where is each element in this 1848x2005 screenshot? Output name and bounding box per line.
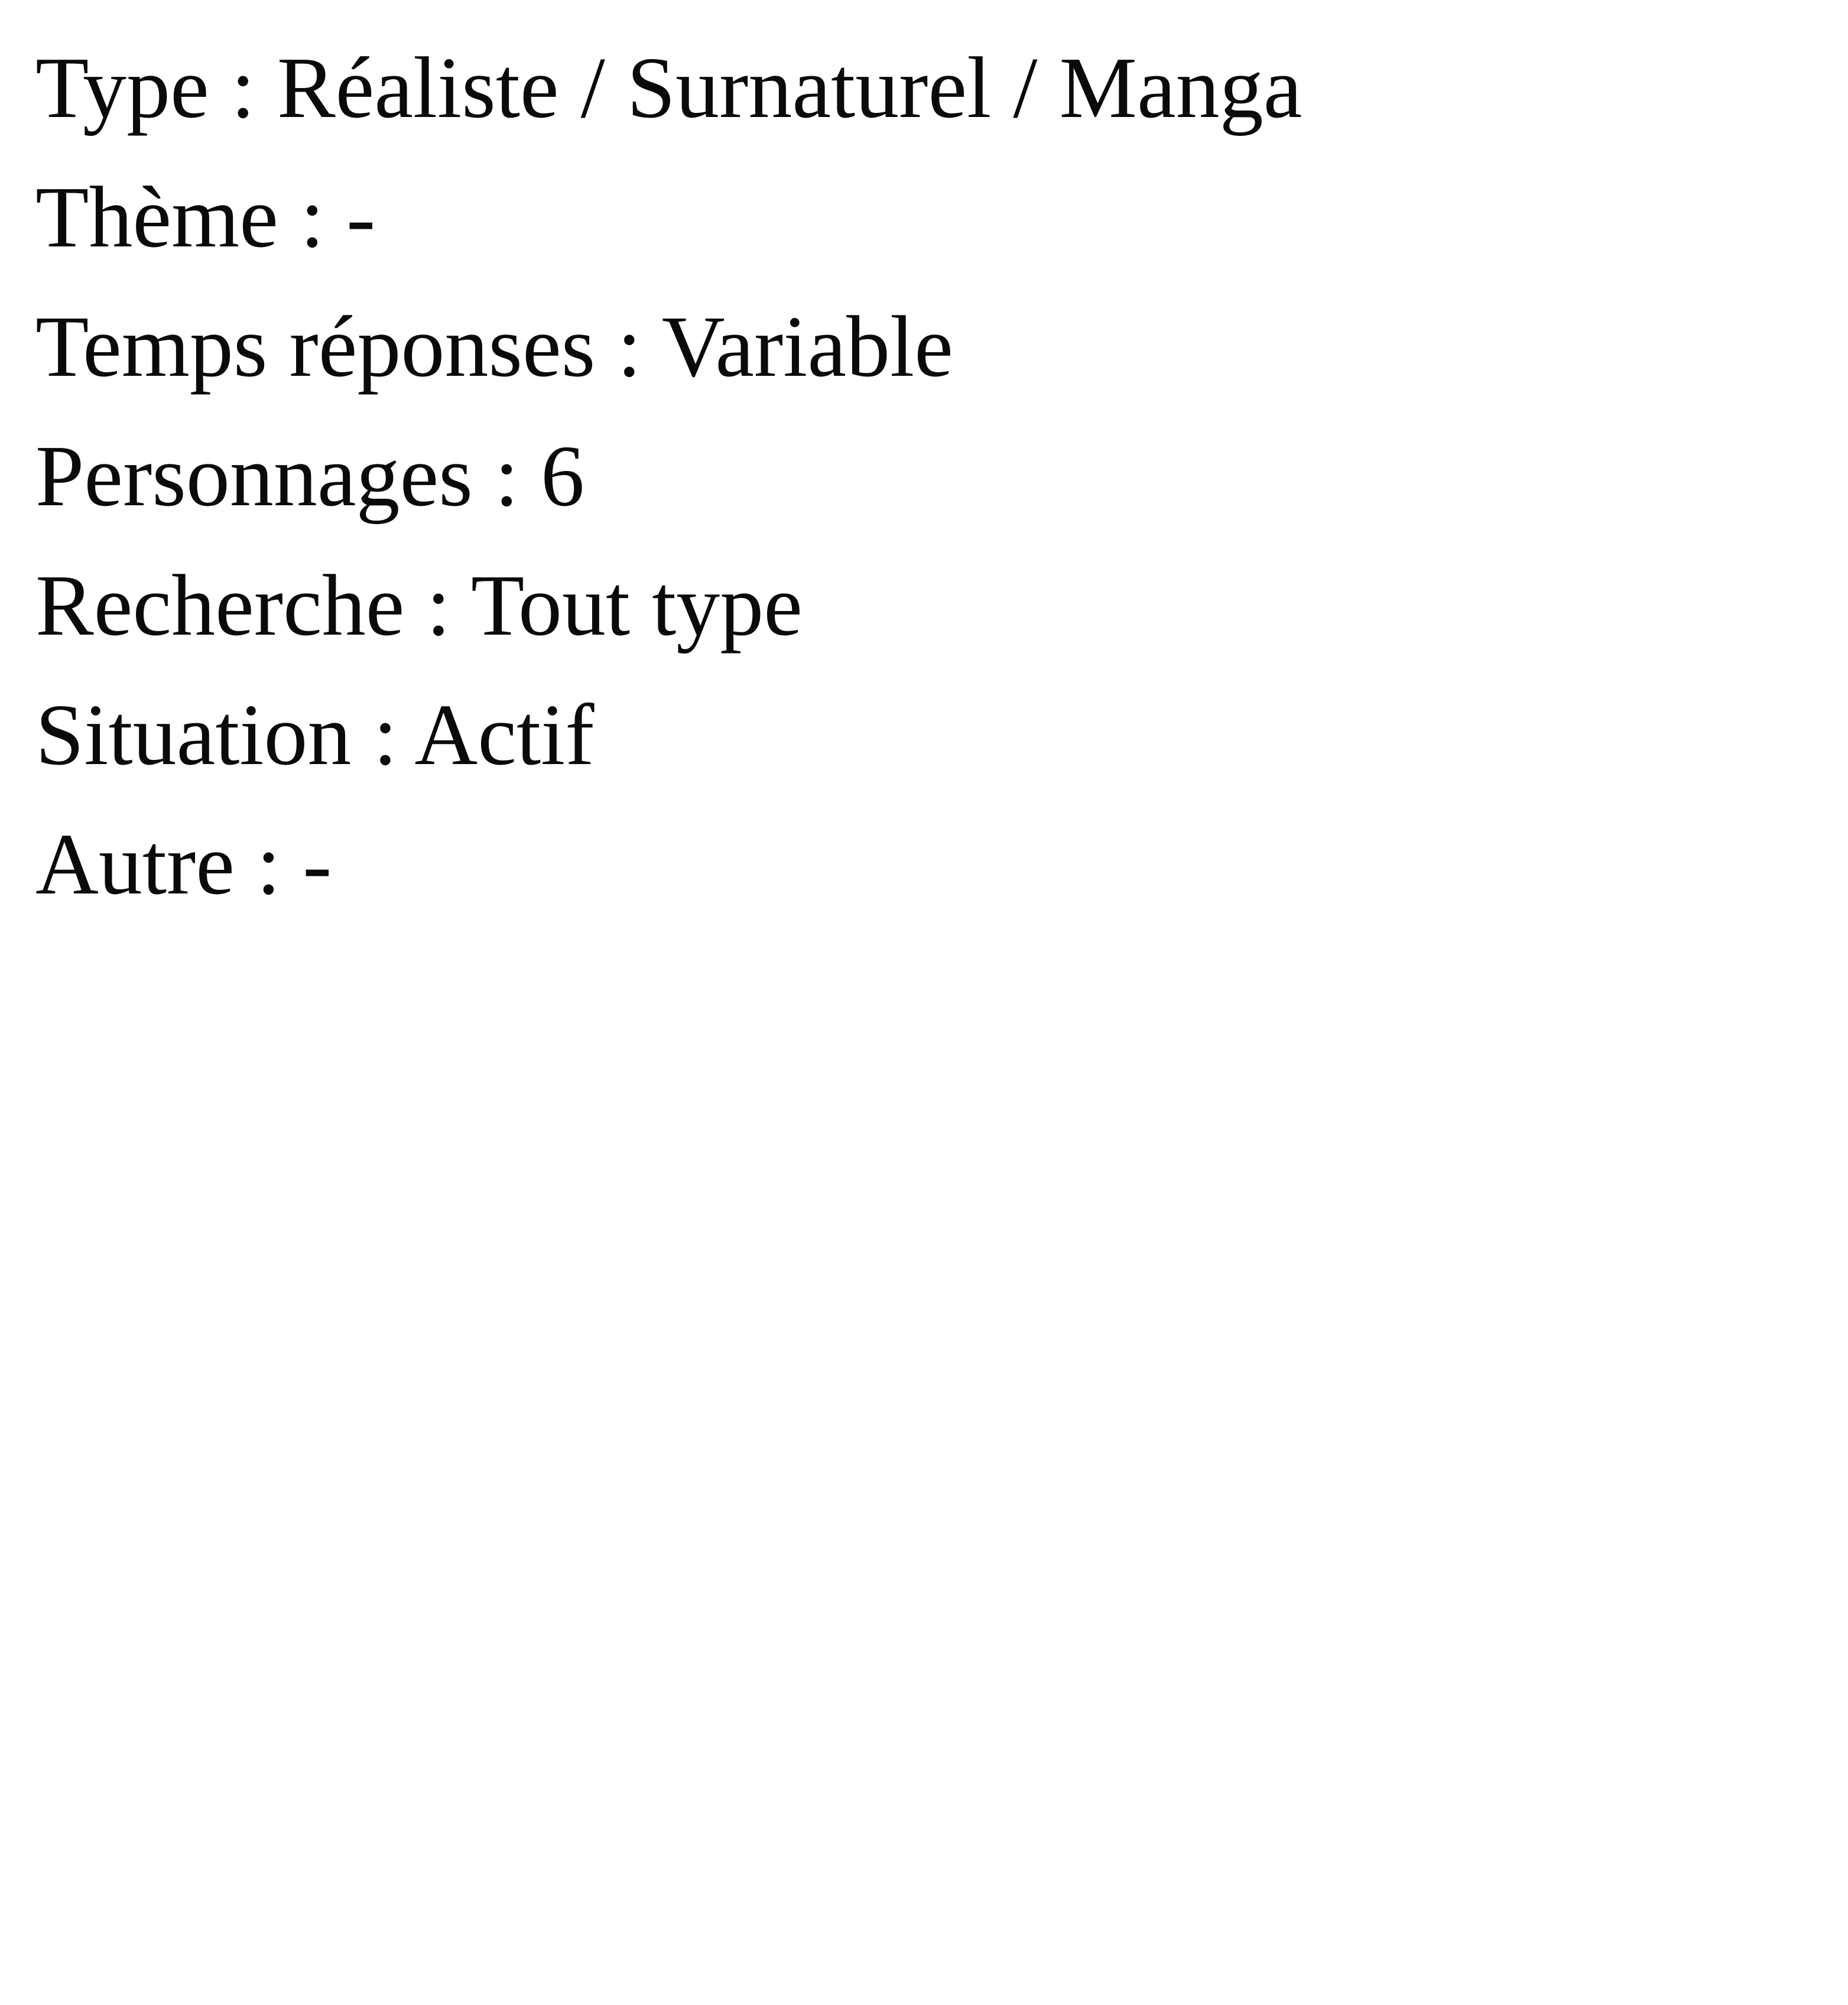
info-row-characters: [35, 412, 1813, 541]
info-label-type: Type: [35, 40, 209, 137]
info-separator: :: [300, 169, 347, 267]
info-row-other: [35, 800, 1813, 930]
info-value-response-time: Variable: [661, 298, 953, 396]
info-label-status: Situation: [35, 687, 352, 784]
info-value-theme: -: [346, 169, 376, 267]
info-value-other: -: [303, 816, 332, 914]
roleplay-info-list: [35, 24, 1813, 930]
info-separator: :: [617, 298, 662, 396]
info-value-search: Tout type: [470, 557, 803, 655]
info-separator: :: [230, 40, 277, 137]
info-label-search: Recherche: [35, 557, 405, 655]
info-label-response-time: Temps réponses: [35, 298, 596, 396]
info-separator: :: [494, 428, 541, 525]
info-separator: :: [373, 687, 415, 784]
info-label-characters: Personnages: [35, 428, 473, 525]
info-row-type: [35, 24, 1813, 153]
info-separator: :: [256, 816, 303, 914]
info-row-status: [35, 671, 1813, 800]
info-row-theme: [35, 153, 1813, 282]
info-label-theme: Thème: [35, 169, 278, 267]
info-row-search: [35, 541, 1813, 671]
info-row-response-time: [35, 282, 1813, 412]
info-label-other: Autre: [35, 816, 235, 914]
info-value-type: Réaliste / Surnaturel / Manga: [277, 40, 1303, 137]
info-value-characters: 6: [540, 428, 584, 525]
info-separator: :: [426, 557, 471, 655]
info-value-status: Actif: [414, 687, 595, 784]
